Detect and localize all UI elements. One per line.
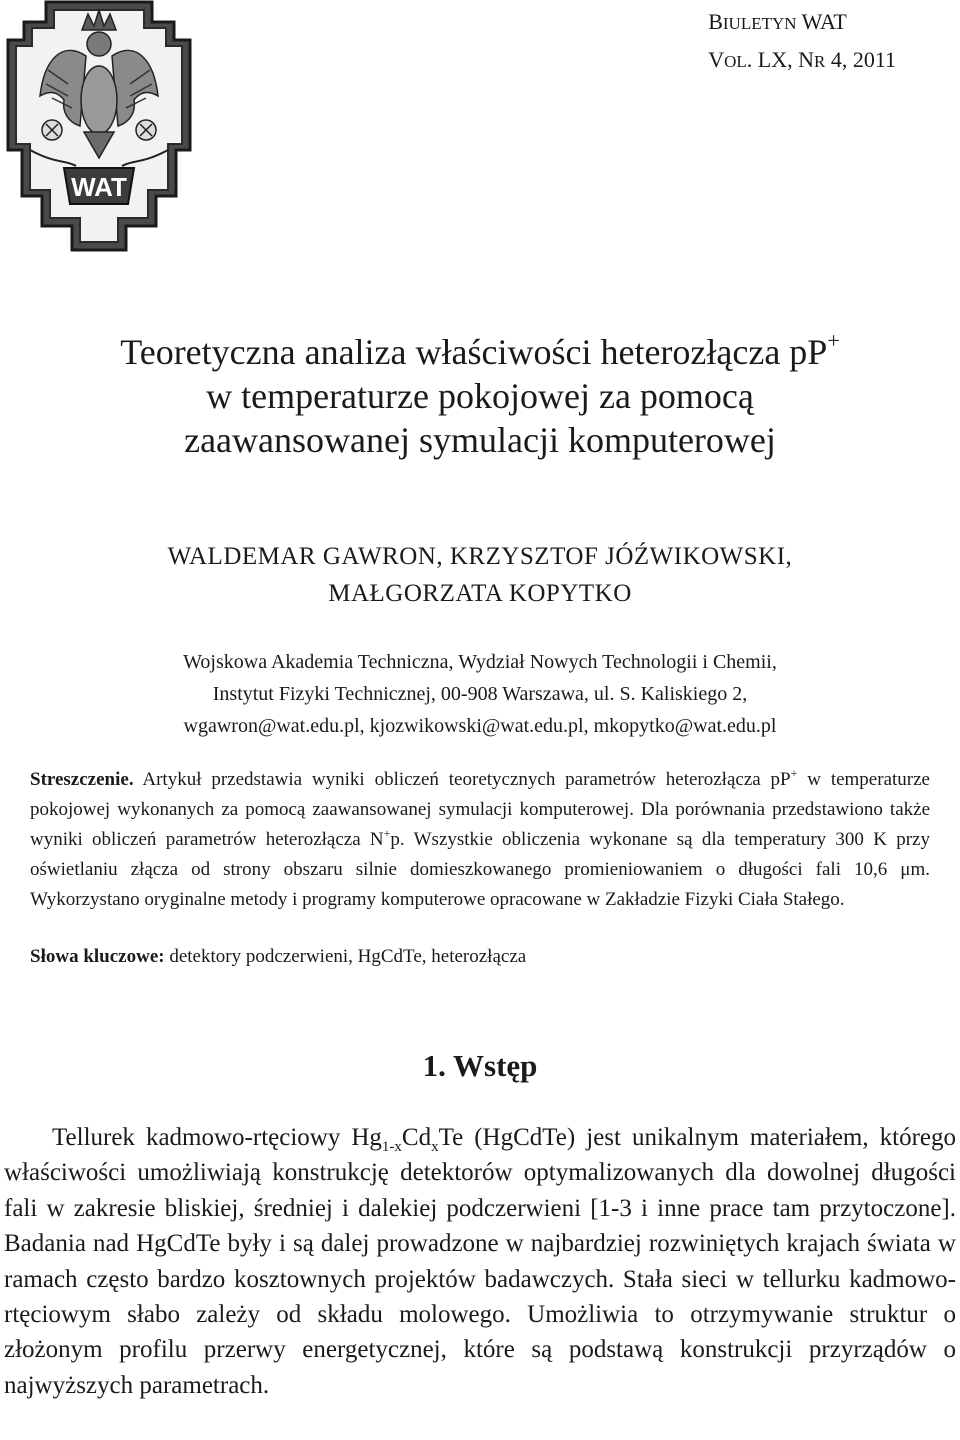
affiliation-line-2: Instytut Fizyki Technicznej, 00-908 Warszawa, ul. S. Kaliskiego 2, [212, 683, 748, 705]
article-title [0, 330, 960, 462]
title-line-3: zaawansowanej symulacji komputerowej [184, 420, 776, 460]
wat-logo [6, 0, 192, 252]
title-line-2: w temperaturze pokojowej za pomocą [206, 376, 754, 416]
keywords: Słowa kluczowe: detektory podczerwieni, HgCdTe, heterozłącza [30, 946, 527, 967]
affiliation-line-1: Wojskowa Akademia Techniczna, Wydział Nowych Technologii i Chemii, [183, 651, 777, 673]
abstract-label: Streszczenie. [30, 769, 134, 790]
journal-volume: VOL. LX, NR 4, 2011 [708, 47, 896, 72]
eagle-emblem-icon [6, 0, 192, 252]
journal-header [708, 4, 896, 80]
body-paragraph: Tellurek kadmowo-rtęciowy $Hg_{1-x}Cd_xTe$ (HgCdTe) jest unikalnym materiałem, którego właściwości umożliwiają konstrukcję detektorów optymalizowanych dla dowolnej długości fali w zakresie bliskiej, średniej i dalekiej podczerwieni [1-3 i inne prace tam przytoczone]. Badania nad HgCdTe były i są dalej prowadzone w najbardziej rozwiniętych krajach świata w ramach często bardzo kosztownych projektów badawczych. Stała sieci w tellurku kadmowo-rtęciowym słabo zależy od składu molowego. Umożliwia to otrzymywanie struktur o złożonym profilu przerwy energetycznej, które są podstawą konstrukcji przyrządów o najwyższych parametrach. [4, 1124, 956, 1399]
section-heading: 1. Wstęp [422, 1048, 538, 1083]
logo-text: WAT [71, 172, 127, 202]
affiliation [0, 646, 960, 742]
authors-line-1: WALDEMAR GAWRON, KRZYSZTOF JÓŹWIKOWSKI, [167, 543, 793, 570]
keywords-label: Słowa kluczowe: [30, 946, 165, 967]
abstract: Streszczenie. Artykuł przedstawia wyniki obliczeń teoretycznych parametrów heterozłącza pP+ w temperaturze pokojowej wykonanych za pomocą zaawansowanej symulacji komputerowej. Dla porównania przedstawiono także wyniki obliczeń parametrów heterozłącza N+p. Wszystkie obliczenia wykonane są dla temperatury 300 K przy oświetlaniu złącza od strony obszaru silnie domieszkowanego promieniowaniem o długości fali 10,6 μm. Wykorzystano oryginalne metody i programy komputerowe opracowane w Zakładzie Fizyki Ciała Stałego. [30, 766, 930, 910]
authors-line-2: MAŁGORZATA KOPYTKO [328, 580, 632, 607]
author-list [0, 538, 960, 612]
journal-name: BIULETYN WAT [708, 9, 847, 34]
affiliation-emails: wgawron@wat.edu.pl, kjozwikowski@wat.edu.pl, mkopytko@wat.edu.pl [183, 715, 777, 737]
title-line-1: Teoretyczna analiza właściwości heterozłącza pP+ [120, 328, 840, 372]
